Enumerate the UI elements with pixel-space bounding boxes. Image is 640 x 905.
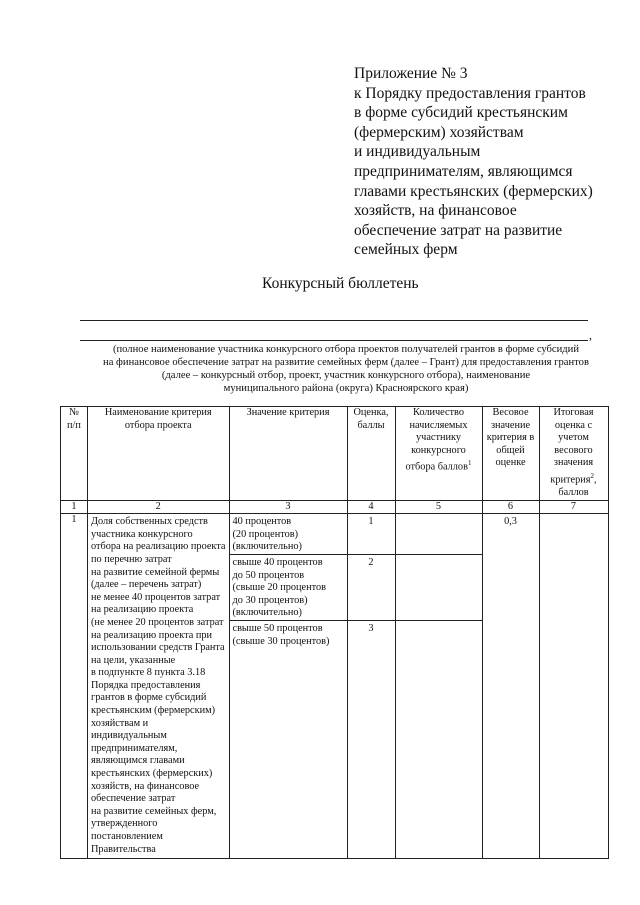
criterion-line: на реализацию проекта при xyxy=(91,629,213,641)
document-title: Конкурсный бюллетень xyxy=(262,275,419,292)
criterion-line: крестьянских (фермерских) xyxy=(91,768,213,780)
value-line: (свыше 20 процентов xyxy=(232,582,326,594)
value-line: 40 процентов xyxy=(232,516,292,528)
column-number: 7 xyxy=(539,500,608,514)
criterion-value-3 xyxy=(229,620,347,858)
header-points-text: Количество начисляемых участнику конкурсного отбора баллов xyxy=(405,407,468,473)
caption-line: муниципального района (округа) Красноярского края) xyxy=(223,383,469,394)
points-cell-3 xyxy=(395,620,482,858)
criterion-line: постановлением xyxy=(91,831,163,843)
criterion-line: утвержденного xyxy=(91,818,158,830)
column-number: 6 xyxy=(482,500,539,514)
criterion-line: на развитие семейной фермы xyxy=(91,566,220,578)
appendix-line: главами крестьянских (фермерских) xyxy=(354,182,593,200)
appendix-line: семейных ферм xyxy=(354,241,458,259)
header-row xyxy=(61,407,609,501)
value-line: свыше 50 процентов xyxy=(232,622,323,634)
criterion-line: грантов в форме субсидий xyxy=(91,692,207,704)
footnote-1: 1 xyxy=(467,459,472,468)
value-line: свыше 40 процентов xyxy=(232,556,323,568)
criterion-line: хозяйств, на финансовое xyxy=(91,780,200,792)
header-final-score xyxy=(539,407,608,501)
participant-name-line-2 xyxy=(80,340,588,341)
criterion-description xyxy=(88,514,230,859)
participant-name-line xyxy=(80,320,588,321)
column-number: 3 xyxy=(229,500,347,514)
value-line: (включительно) xyxy=(232,541,302,553)
value-line: до 30 процентов) xyxy=(232,594,308,606)
appendix-line: (фермерским) хозяйствам xyxy=(354,123,524,141)
header-points-count xyxy=(395,407,482,501)
criterion-line: не менее 40 процентов затрат xyxy=(91,591,221,603)
criterion-line: использовании средств Гранта xyxy=(91,642,225,654)
criterion-line: по перечню затрат xyxy=(91,553,172,565)
caption-line: (далее – конкурсный отбор, проект, участник конкурсного отбора), наименование xyxy=(161,370,531,381)
criterion-line: хозяйствам и xyxy=(91,717,149,729)
points-cell-1 xyxy=(395,514,482,555)
criterion-line: в подпункте 8 пункта 3.18 xyxy=(91,667,206,679)
appendix-line: в форме субсидий крестьянским xyxy=(354,104,568,122)
header-criterion-value: Значение критерия xyxy=(229,407,347,501)
criterion-line: индивидуальным xyxy=(91,730,167,742)
value-line: до 50 процентов xyxy=(232,569,305,581)
caption-line: (полное наименование участника конкурсного отбора проектов получателей грантов в форме субсидий xyxy=(112,344,580,355)
column-number: 2 xyxy=(88,500,230,514)
appendix-block xyxy=(354,64,624,260)
column-number: 1 xyxy=(61,500,88,514)
header-score: Оценка, баллы xyxy=(347,407,395,501)
criterion-line: (далее – перечень затрат) xyxy=(91,579,202,591)
header-final-unit: , баллов xyxy=(558,474,597,498)
final-score-cell xyxy=(539,514,608,859)
score-1: 1 xyxy=(347,514,395,555)
header-final-text: Итоговая оценка с учетом весового значения критерия xyxy=(550,407,594,486)
appendix-line: хозяйств, на финансовое xyxy=(354,202,517,220)
criterion-line: крестьянским (фермерским) xyxy=(91,705,216,717)
appendix-line: и индивидуальным xyxy=(354,143,481,161)
value-line: (свыше 30 процентов) xyxy=(232,635,330,647)
criterion-line: Порядка предоставления xyxy=(91,679,201,691)
criterion-value-1 xyxy=(229,514,347,555)
header-criterion-name: Наименование критерия отбора проекта xyxy=(88,407,230,501)
appendix-line: Приложение № 3 xyxy=(354,65,468,82)
criterion-line: обеспечение затрат xyxy=(91,793,176,805)
criterion-value-2 xyxy=(229,554,347,620)
table-row xyxy=(61,514,609,555)
criterion-line: (не менее 20 процентов затрат xyxy=(91,616,224,628)
header-weight: Весовое значение критерия в общей оценке xyxy=(482,407,539,501)
points-cell-2 xyxy=(395,554,482,620)
column-number-row xyxy=(61,500,609,514)
footnote-2: 2 xyxy=(590,471,595,480)
line-comma: , xyxy=(589,328,592,342)
criterion-line: на развитие семейных ферм, xyxy=(91,805,217,817)
column-number: 5 xyxy=(395,500,482,514)
score-2: 2 xyxy=(347,554,395,620)
value-line: (20 процентов) xyxy=(232,528,299,540)
value-line: (включительно) xyxy=(232,607,302,619)
caption-line: на финансовое обеспечение затрат на развитие семейных ферм (далее – Грант) для предоставления грантов xyxy=(103,357,589,368)
participant-caption xyxy=(96,343,596,395)
criterion-line: являющимся главами xyxy=(91,755,185,767)
criterion-line: отбора на реализацию проекта xyxy=(91,541,226,553)
appendix-line: предпринимателям, являющимся xyxy=(354,162,573,180)
criterion-line: участника конкурсного xyxy=(91,528,193,540)
appendix-line: к Порядку предоставления грантов xyxy=(354,84,586,102)
column-number: 4 xyxy=(347,500,395,514)
row-number: 1 xyxy=(61,514,88,859)
criterion-line: на цели, указанные xyxy=(91,654,176,666)
criterion-line: Правительства xyxy=(91,843,156,855)
criterion-line: на реализацию проекта xyxy=(91,604,194,616)
criterion-line: предпринимателям, xyxy=(91,742,178,754)
weight-value: 0,3 xyxy=(482,514,539,859)
criterion-line: Доля собственных средств xyxy=(91,516,208,528)
criteria-table xyxy=(60,406,609,859)
appendix-line: обеспечение затрат на развитие xyxy=(354,221,563,239)
score-3: 3 xyxy=(347,620,395,858)
header-number: № п/п xyxy=(61,407,88,501)
